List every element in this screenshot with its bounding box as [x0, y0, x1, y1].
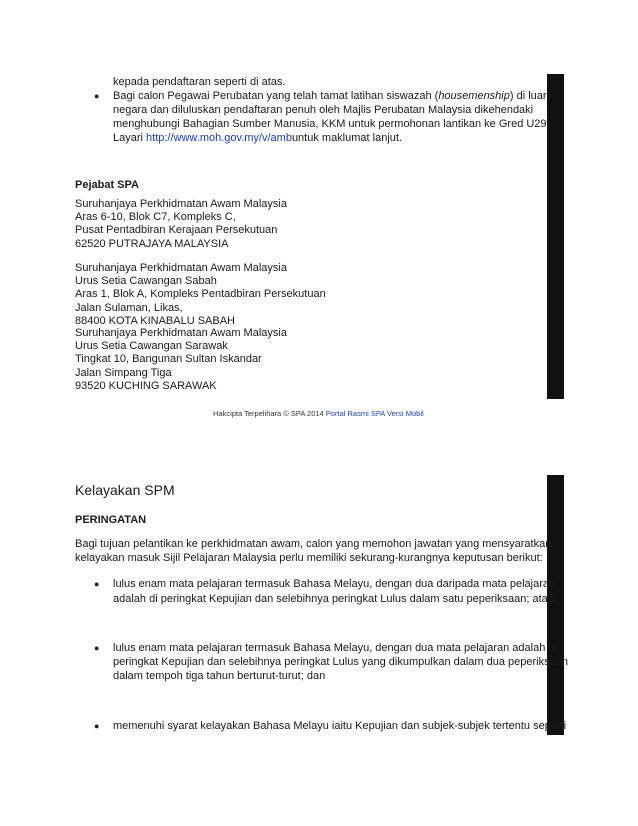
emphasis-housemenship: housemenship	[438, 90, 510, 102]
moh-link[interactable]: http://www.moh.gov.my/v/amb	[146, 132, 292, 144]
peringatan-heading: PERINGATAN	[75, 514, 147, 526]
kel-bullet-3-line-1: memenuhi syarat kelayakan Bahasa Melayu iaitu Kepujian dan subjek-subjek tertentu seperti	[113, 720, 567, 732]
bullet-line-1: Bagi calon Pegawai Perubatan yang telah tamat latihan siswazah (housemenship) di luar	[113, 90, 547, 102]
kel-bullet-2-line-2: peringkat Kepujian dan selebihnya peringkat Lulus yang dikumpulkan dalam dua peperiksaan	[113, 656, 568, 668]
kel-bullet-1-line-1: lulus enam mata pelajaran termasuk Bahasa Melayu, dengan dua daripada mata pelajaran	[113, 578, 556, 590]
portal-link[interactable]: Portal Rasmi SPA	[325, 409, 385, 418]
address-block-sabah: Suruhanjaya Perkhidmatan Awam Malaysia Urus Setia Cawangan Sabah Aras 1, Blok A, Kompleks Pentadbiran Persekutuan Jalan Sulaman, Likas, 88400 KOTA KINABALU SABAH	[75, 262, 326, 327]
pejabat-heading: Pejabat SPA	[75, 179, 139, 191]
kel-bullet-2-line-3: dalam tempoh tiga tahun berturut-turut; dan	[113, 670, 326, 682]
bullet-line-3: menghubungi Bahagian Sumber Manusia, KKM untuk permohonan lantikan ke Gred U29.	[113, 118, 550, 130]
bullet-icon: ●	[94, 579, 100, 589]
address-block-putrajaya: Suruhanjaya Perkhidmatan Awam Malaysia Aras 6-10, Blok C7, Kompleks C, Pusat Pentadbiran Kerajaan Persekutuan 62520 PUTRAJAYA MALAYSIA	[75, 198, 287, 250]
bullet-icon: ●	[94, 643, 100, 653]
address-block-sarawak: Suruhanjaya Perkhidmatan Awam Malaysia Urus Setia Cawangan Sarawak Tingkat 10, Bangunan Sultan Iskandar Jalan Simpang Tiga 93520 KUCHING SARAWAK	[75, 327, 287, 392]
continued-line: kepada pendaftaran seperti di atas.	[113, 76, 286, 88]
bullet-icon: ●	[94, 91, 100, 101]
intro-line-1: Bagi tujuan pelantikan ke perkhidmatan awam, calon yang memohon jawatan yang mensyaratkan	[75, 538, 552, 550]
kel-bullet-1-line-2: adalah di peringkat Kepujian dan selebihnya peringkat Lulus dalam satu peperiksaan; atau	[113, 593, 554, 605]
copyright-footer: Hakcipta Terpelihara © SPA 2014 Portal Rasmi SPA Versi Mobil	[213, 409, 424, 418]
bullet-icon: ●	[94, 721, 100, 731]
kel-bullet-2-line-1: lulus enam mata pelajaran termasuk Bahasa Melayu, dengan dua mata pelajaran adalah di	[113, 642, 557, 654]
intro-line-2: kelayakan masuk Sijil Pelajaran Malaysia perlu memiliki sekurang-kurangnya keputusan berikut:	[75, 552, 543, 564]
bullet-line-4: Layari http://www.moh.gov.my/v/ambuntuk maklumat lanjut.	[113, 132, 402, 144]
bullet-line-2: negara dan diluluskan pendaftaran penuh oleh Majlis Perubatan Malaysia dikehendaki	[113, 104, 534, 116]
kelayakan-title: Kelayakan SPM	[75, 482, 175, 498]
mobile-version-link[interactable]: Versi Mobil	[386, 409, 424, 418]
